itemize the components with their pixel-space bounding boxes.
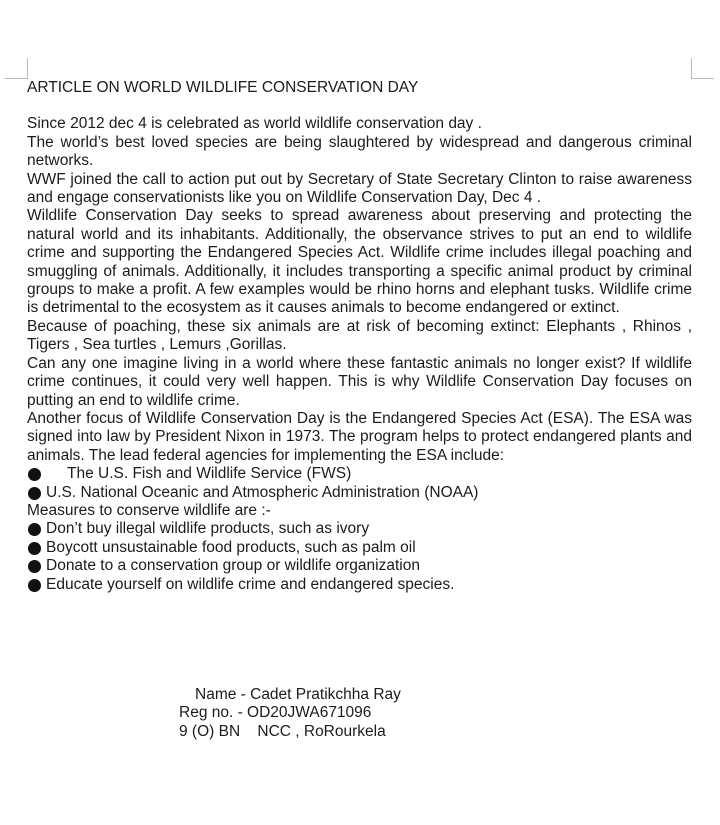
bullet-icon	[28, 468, 41, 481]
paragraph-imagine-world: Can any one imagine living in a world where these fantastic animals no longer exist? If wildlife crime continues, it could very well happen. This is why Wildlife Conservation Day focuses on putting an end to wildlife crime.	[27, 354, 692, 409]
list-item-text: The U.S. Fish and Wildlife Service (FWS)	[67, 465, 352, 483]
signature-block	[179, 686, 401, 741]
signature-name: Name - Cadet Pratikchha Ray	[195, 686, 401, 703]
bullet-icon	[28, 487, 41, 500]
paragraph-since-2012: Since 2012 dec 4 is celebrated as world wildlife conservation day .	[27, 115, 482, 133]
bullet-icon	[28, 542, 41, 555]
paragraph-day-purpose: Wildlife Conservation Day seeks to spread awareness about preserving and protecting the natural world and its inhabitants. Additionally, the observance strives to put an end to wildlife crime and supporting the Endangered Species Act. Wildlife crime includes illegal poaching and smuggling of animals. Additionally, it includes transporting a specific animal product by criminal groups to make a profit. A few examples would be rhino horns and elephant tusks. Wildlife crime is detrimental to the ecosystem as it causes animals to become endangered or extinct.	[27, 207, 692, 317]
bullet-icon	[28, 560, 41, 573]
list-item-agency-noaa	[27, 484, 692, 502]
document-body	[27, 79, 692, 594]
agencies-list	[27, 465, 692, 502]
list-item-measure-palm-oil	[27, 539, 692, 557]
list-item-text: Educate yourself on wildlife crime and endangered species.	[46, 575, 455, 593]
article-title: ARTICLE ON WORLD WILDLIFE CONSERVATION DAY	[27, 79, 419, 96]
signature-unit: 9 (O) BN NCC , RoRourkela	[179, 722, 386, 740]
list-item-text: Don’t buy illegal wildlife products, such as ivory	[46, 520, 370, 538]
paragraph-wwf-call: WWF joined the call to action put out by Secretary of State Secretary Clinton to raise awareness and engage conservationists like you on Wildlife Conservation Day, Dec 4 .	[27, 170, 692, 207]
page-corner-mark-top-left	[5, 58, 28, 79]
list-item-text: Boycott unsustainable food products, such as palm oil	[46, 538, 416, 556]
paragraph-species-slaughtered: The world’s best loved species are being slaughtered by widespread and dangerous criminal networks.	[27, 133, 692, 170]
list-item-measure-donate	[27, 557, 692, 575]
bullet-icon	[28, 579, 41, 592]
list-item-text: U.S. National Oceanic and Atmospheric Administration (NOAA)	[46, 483, 479, 501]
list-item-measure-ivory	[27, 520, 692, 538]
paragraph-poaching-animals: Because of poaching, these six animals are at risk of becoming extinct: Elephants , Rhinos , Tigers , Sea turtles , Lemurs ,Gorillas.	[27, 317, 692, 354]
page-corner-mark-top-right	[691, 58, 714, 79]
list-item-agency-fws	[27, 465, 692, 483]
bullet-icon	[28, 523, 41, 536]
list-item-text: Donate to a conservation group or wildlife organization	[46, 557, 420, 575]
paragraph-esa: Another focus of Wildlife Conservation Day is the Endangered Species Act (ESA). The ESA was signed into law by President Nixon in 1973. The program helps to protect endangered plants and animals. The lead federal agencies for implementing the ESA include:	[27, 409, 692, 464]
measures-list	[27, 520, 692, 594]
signature-reg-no: Reg no. - OD20JWA671096	[179, 704, 372, 722]
list-item-measure-educate	[27, 576, 692, 594]
measures-heading: Measures to conserve wildlife are :-	[27, 501, 271, 519]
